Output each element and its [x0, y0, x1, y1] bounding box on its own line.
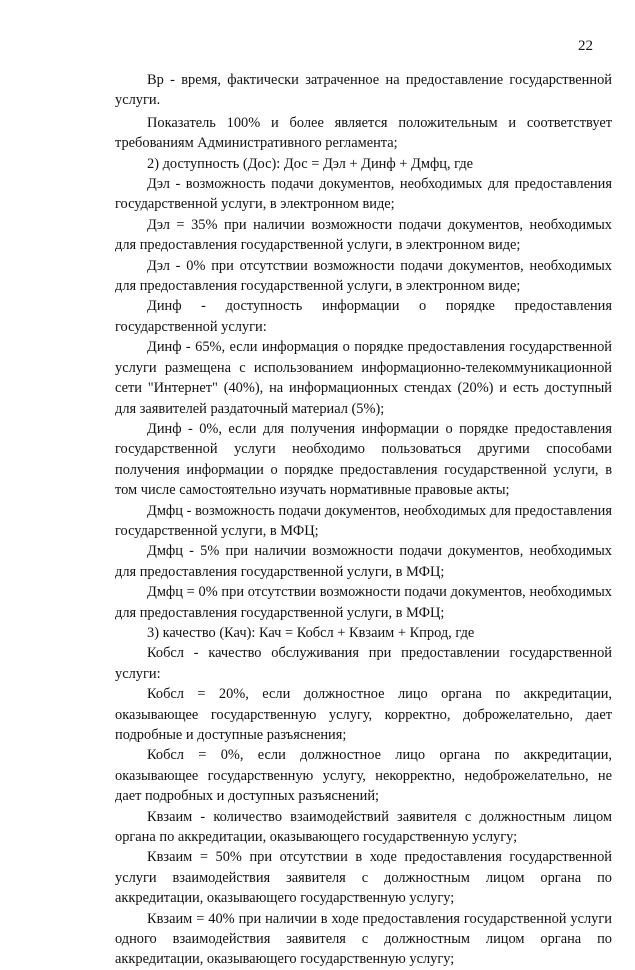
- paragraph: Квзаим = 50% при отсутствии в ходе предоставления государственной услуги взаимодействия заявителя с должностным лицом органа по аккредитации, оказывающего государственную услугу;: [115, 849, 612, 907]
- paragraph: Вр - время, фактически затраченное на предоставление государственной услуги.: [115, 72, 612, 109]
- paragraph: Дмфц - возможность подачи документов, необходимых для предоставления государственной услуги, в МФЦ;: [115, 502, 612, 539]
- paragraph: Квзаим = 40% при наличии в ходе предоставления государственной услуги одного взаимодействия заявителя с должностным лицом органа по аккредитации, оказывающего государственную услугу;: [115, 910, 612, 968]
- paragraph: Динф - 65%, если информация о порядке предоставления государственной услуги размещена с использованием информационно-телекоммуникационной сети "Интернет" (40%), на информационных стендах (20%) и есть доступный для заявителей раздаточный материал (5%);: [115, 339, 612, 417]
- paragraph: 2) доступность (Дос): Дос = Дэл + Динф + Дмфц, где: [147, 155, 474, 172]
- paragraph: 3) качество (Кач): Кач = Кобсл + Квзаим + Кпрод, где: [147, 624, 475, 641]
- paragraph: Дмфц - 5% при наличии возможности подачи документов, необходимых для предоставления государственной услуги, в МФЦ;: [115, 543, 612, 580]
- page-body: [115, 70, 612, 970]
- paragraph: Кобсл - качество обслуживания при предоставлении государственной услуги:: [115, 645, 612, 682]
- paragraph: Показатель 100% и более является положительным и соответствует требованиям Административного регламента;: [115, 114, 612, 152]
- paragraph: Дэл - 0% при отсутствии возможности подачи документов, необходимых для предоставления государственной услуги, в электронном виде;: [115, 257, 612, 295]
- paragraph: Квзаим - количество взаимодействий заявителя с должностным лицом органа по аккредитации, оказывающего государственную услугу;: [115, 808, 612, 846]
- paragraph: Кобсл = 0%, если должностное лицо органа по аккредитации, оказывающее государственную услугу, некорректно, недоброжелательно, не дает подробных и доступных разъяснений;: [115, 747, 612, 805]
- paragraph: Динф - 0%, если для получения информации о порядке предоставления государственной услуги необходимо пользоваться другими способами получения информации о порядке предоставления государственной услуги, в том числе самостоятельно изучать нормативные правовые акты;: [115, 420, 612, 499]
- page-number: 22: [578, 38, 593, 54]
- paragraph: Дэл - возможность подачи документов, необходимых для предоставления государственной услуги, в электронном виде;: [115, 176, 612, 213]
- paragraph: Динф - доступность информации о порядке предоставления государственной услуги:: [115, 298, 612, 335]
- paragraph: Дэл = 35% при наличии возможности подачи документов, необходимых для предоставления государственной услуги, в электронном виде;: [115, 216, 612, 254]
- paragraph: Кобсл = 20%, если должностное лицо органа по аккредитации, оказывающее государственную услугу, корректно, доброжелательно, дает подробные и доступные разъяснения;: [115, 686, 612, 743]
- paragraph: Дмфц = 0% при отсутствии возможности подачи документов, необходимых для предоставления государственной услуги, в МФЦ;: [115, 584, 612, 621]
